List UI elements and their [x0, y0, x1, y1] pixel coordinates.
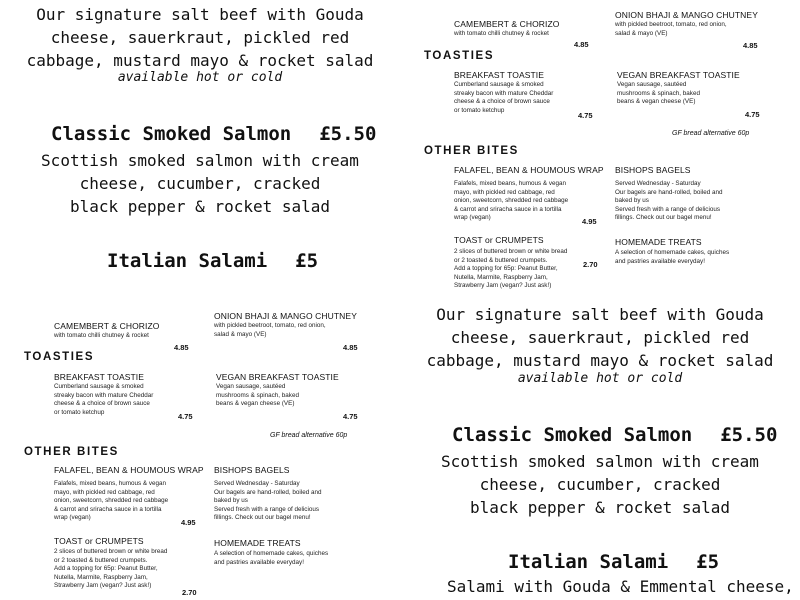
panel-bottom-right — [400, 300, 800, 600]
gf-bread-note: GF bread alternative 60p — [270, 432, 348, 439]
salmon-price: £5.50 — [720, 424, 778, 446]
toast-crumpets-name: TOAST or CRUMPETS — [454, 235, 544, 245]
toasties-heading: TOASTIES — [24, 351, 95, 363]
salami-description: Salami with Gouda & Emmental cheese, — [447, 577, 794, 596]
salt-beef-description: Our signature salt beef with Gouda cheese, sauerkraut, pickled red cabbage, mustard mayo & rocket salad — [426, 305, 774, 370]
onion-bhaji-price: 4.85 — [343, 343, 358, 352]
toast-crumpets-price: 2.70 — [182, 588, 197, 597]
camembert-desc: with tomato chilli chutney & rocket — [54, 332, 149, 339]
panel-top-left — [0, 0, 400, 273]
onion-bhaji-desc: with pickled beetroot, tomato, red onion, salad & mayo (VE) — [615, 21, 727, 37]
salmon-title: Classic Smoked Salmon £5.50 — [452, 424, 778, 446]
toast-crumpets-desc: 2 slices of buttered brown or white bread or 2 toasted & buttered crumpets. Add a topping for 65p: Peanut Butter, Nutella, Marmite, Raspberry Jam, Strawberry Jam (vegan? Just ask!) — [454, 248, 568, 290]
salmon-description: Scottish smoked salmon with cream cheese, cucumber, cracked black pepper & rocket salad — [441, 452, 759, 517]
vegan-toastie-desc: Vegan sausage, sautéed mushrooms & spinach, baked beans & vegan cheese (VE) — [617, 81, 700, 106]
camembert-price: 4.85 — [574, 40, 589, 49]
homemade-treats-name: HOMEMADE TREATS — [615, 237, 702, 247]
homemade-treats-name: HOMEMADE TREATS — [214, 538, 301, 548]
salami-title: Italian Salami £5 — [107, 250, 319, 272]
homemade-treats-desc: A selection of homemade cakes, quiches and pastries available everyday! — [214, 550, 329, 566]
camembert-price: 4.85 — [174, 343, 189, 352]
salami-title: Italian Salami £5 — [508, 551, 720, 573]
salmon-title: Classic Smoked Salmon £5.50 — [51, 123, 377, 145]
onion-bhaji-name: ONION BHAJI & MANGO CHUTNEY — [615, 10, 758, 20]
breakfast-toastie-desc: Cumberland sausage & smoked streaky bacon with mature Cheddar cheese & a choice of brown sauce or tomato ketchup — [54, 383, 154, 416]
toasties-heading: TOASTIES — [424, 50, 495, 62]
toast-crumpets-price: 2.70 — [583, 260, 598, 269]
camembert-name: CAMEMBERT & CHORIZO — [454, 19, 560, 29]
onion-bhaji-name: ONION BHAJI & MANGO CHUTNEY — [214, 311, 357, 321]
toast-crumpets-name: TOAST or CRUMPETS — [54, 536, 144, 546]
breakfast-toastie-price: 4.75 — [178, 412, 193, 421]
salt-beef-note: available hot or cold — [517, 371, 683, 386]
breakfast-toastie-desc: Cumberland sausage & smoked streaky bacon with mature Cheddar cheese & a choice of brown sauce or tomato ketchup — [454, 81, 554, 114]
breakfast-toastie-price: 4.75 — [578, 111, 593, 120]
panel-bottom-left — [0, 273, 400, 600]
vegan-toastie-price: 4.75 — [343, 412, 358, 421]
falafel-wrap-desc: Falafels, mixed beans, humous & vegan mayo, with pickled red cabbage, red onion, sweetcorn, shredded red cabbage & carrot and sriracha sauce in a tortilla wrap (vegan) — [54, 480, 169, 522]
gf-bread-note: GF bread alternative 60p — [672, 130, 750, 137]
breakfast-toastie-name: BREAKFAST TOASTIE — [454, 70, 545, 80]
salmon-price: £5.50 — [319, 123, 377, 145]
falafel-wrap-price: 4.95 — [582, 217, 597, 226]
falafel-wrap-name: FALAFEL, BEAN & HOUMOUS WRAP — [454, 165, 604, 175]
camembert-desc: with tomato chilli chutney & rocket — [454, 30, 549, 37]
bishops-bagels-desc: Served Wednesday - Saturday Our bagels are hand-rolled, boiled and baked by us Served fresh with a range of delicious fillings. Check out our bagel menu! — [615, 180, 723, 222]
onion-bhaji-price: 4.85 — [743, 41, 758, 50]
salt-beef-note: available hot or cold — [117, 70, 283, 85]
homemade-treats-desc: A selection of homemade cakes, quiches and pastries available everyday! — [615, 249, 730, 265]
vegan-toastie-desc: Vegan sausage, sautéed mushrooms & spinach, baked beans & vegan cheese (VE) — [216, 383, 299, 408]
falafel-wrap-desc: Falafels, mixed beans, humous & vegan mayo, with pickled red cabbage, red onion, sweetcorn, shredded red cabbage & carrot and sriracha sauce in a tortilla wrap (vegan) — [454, 180, 569, 222]
salami-price: £5 — [696, 551, 720, 573]
bishops-bagels-desc: Served Wednesday - Saturday Our bagels are hand-rolled, boiled and baked by us Served fresh with a range of delicious fillings. Check out our bagel menu! — [214, 480, 322, 522]
falafel-wrap-price: 4.95 — [181, 518, 196, 527]
vegan-toastie-name: VEGAN BREAKFAST TOASTIE — [216, 372, 339, 382]
panel-top-right — [400, 0, 800, 300]
other-bites-heading: OTHER BITES — [24, 446, 119, 458]
falafel-wrap-name: FALAFEL, BEAN & HOUMOUS WRAP — [54, 465, 204, 475]
salami-price: £5 — [295, 250, 319, 272]
salt-beef-description: Our signature salt beef with Gouda cheese, sauerkraut, pickled red cabbage, mustard mayo & rocket salad — [26, 5, 374, 70]
bishops-bagels-name: BISHOPS BAGELS — [615, 165, 691, 175]
breakfast-toastie-name: BREAKFAST TOASTIE — [54, 372, 145, 382]
vegan-toastie-name: VEGAN BREAKFAST TOASTIE — [617, 70, 740, 80]
bishops-bagels-name: BISHOPS BAGELS — [214, 465, 290, 475]
toast-crumpets-desc: 2 slices of buttered brown or white bread or 2 toasted & buttered crumpets. Add a topping for 65p: Peanut Butter, Nutella, Marmite, Raspberry Jam, Strawberry Jam (vegan? Just ask!) — [54, 548, 168, 590]
other-bites-heading: OTHER BITES — [424, 145, 519, 157]
vegan-toastie-price: 4.75 — [745, 110, 760, 119]
onion-bhaji-desc: with pickled beetroot, tomato, red onion, salad & mayo (VE) — [214, 322, 326, 338]
camembert-name: CAMEMBERT & CHORIZO — [54, 321, 160, 331]
salmon-description: Scottish smoked salmon with cream cheese, cucumber, cracked black pepper & rocket salad — [41, 151, 359, 216]
